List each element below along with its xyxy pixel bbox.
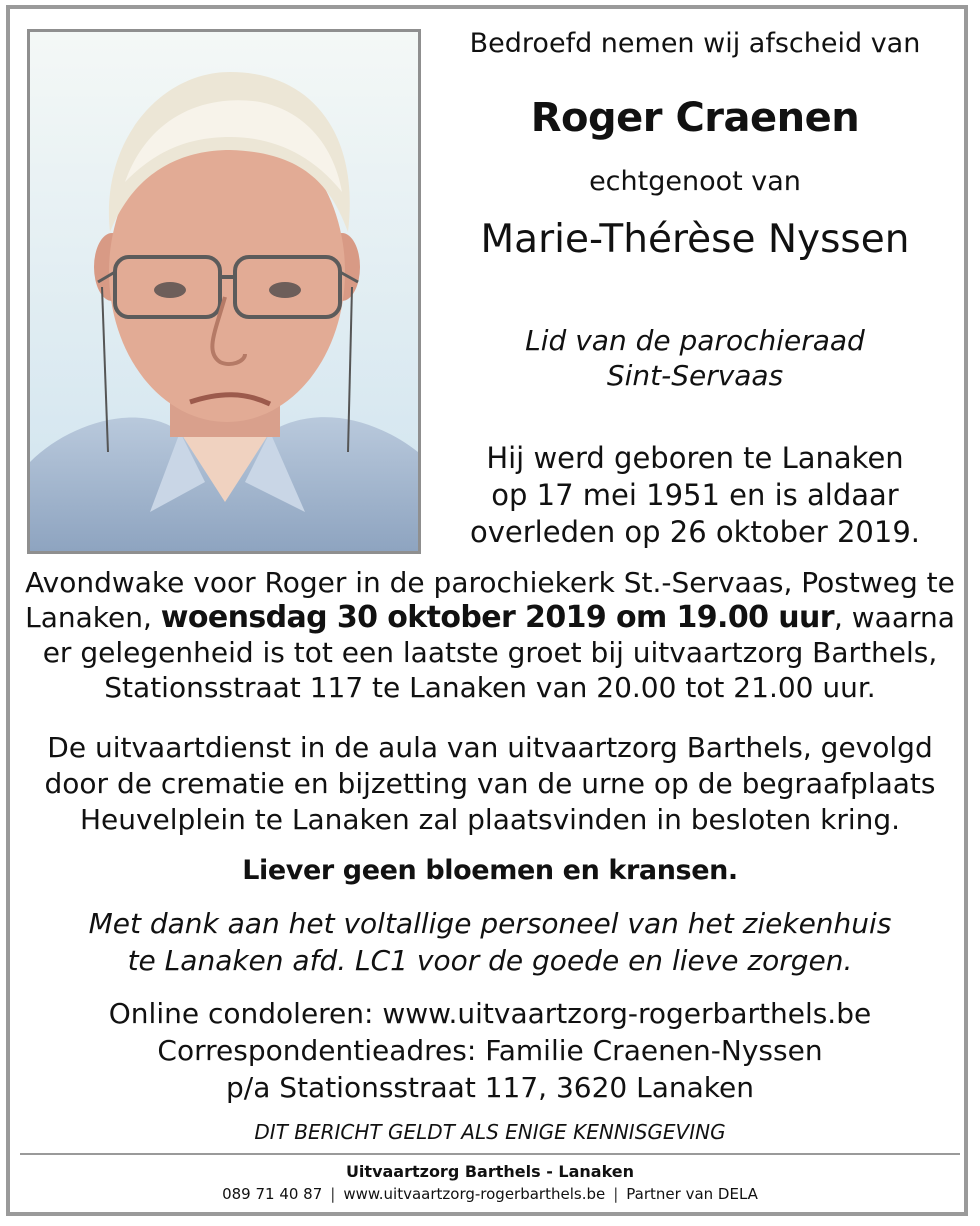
online-condolence: Online condoleren: www.uitvaartzorg-rogerbarthels.be — [108, 997, 872, 1030]
spouse-label: echtgenoot van — [589, 166, 801, 197]
birth-death-text — [430, 440, 960, 551]
only-notice-text: DIT BERICHT GELDT ALS ENIGE KENNISGEVING — [254, 1120, 726, 1144]
role-text — [430, 323, 960, 393]
intro-text: Bedroefd nemen wij afscheid van — [469, 28, 921, 59]
contact-paragraph — [20, 995, 960, 1106]
service-line-3: Heuvelplein te Lanaken zal plaatsvinden in besloten kring. — [79, 803, 901, 836]
correspondence-address: Correspondentieadres: Familie Craenen-Nyssen — [157, 1034, 823, 1067]
postal-address: p/a Stationsstraat 117, 3620 Lanaken — [226, 1071, 754, 1104]
thanks-line-2: te Lanaken afd. LC1 voor de goede en lieve zorgen. — [127, 944, 853, 977]
service-line-2: door de crematie en bijzetting van de urne op de begraafplaats — [44, 767, 936, 800]
thanks-paragraph — [20, 905, 960, 979]
flowers-text: Liever geen bloemen en kransen. — [242, 855, 738, 886]
wake-text-2: , waarna er gelegenheid is tot een laatste groet bij uitvaartzorg Barthels, Stationsstraat 117 te Lanaken van 20.00 tot 21.00 uur. — [42, 601, 955, 704]
thanks-line-1: Met dank aan het voltallige personeel van het ziekenhuis — [88, 907, 892, 940]
deceased-name: Roger Craenen — [530, 95, 860, 141]
wake-text-1: Avondwake voor Roger in de parochiekerk St.-Servaas, Postweg te Lanaken, — [25, 566, 955, 634]
footer-partner: Partner van DELA — [626, 1185, 758, 1203]
wake-paragraph — [20, 565, 960, 705]
spouse-name: Marie-Thérèse Nyssen — [480, 217, 910, 262]
born-line-3: overleden op 26 oktober 2019. — [470, 515, 920, 549]
wake-date: woensdag 30 oktober 2019 om 19.00 uur — [160, 600, 834, 635]
service-line-1: De uitvaartdienst in de aula van uitvaartzorg Barthels, gevolgd — [47, 731, 933, 764]
footer-separator: | — [613, 1185, 619, 1203]
footer-info — [0, 1185, 980, 1203]
footer-separator: | — [330, 1185, 336, 1203]
born-line-2: op 17 mei 1951 en is aldaar — [491, 478, 899, 512]
footer-divider — [20, 1153, 960, 1155]
born-line-1: Hij werd geboren te Lanaken — [486, 441, 904, 475]
footer-phone: 089 71 40 87 — [222, 1185, 323, 1203]
role-line-1: Lid van de parochieraad — [525, 324, 865, 357]
role-line-2: Sint-Servaas — [606, 359, 784, 392]
footer-website: www.uitvaartzorg-rogerbarthels.be — [343, 1185, 606, 1203]
footer-title: Uitvaartzorg Barthels - Lanaken — [345, 1162, 635, 1181]
portrait-photo — [27, 29, 421, 554]
service-paragraph — [20, 730, 960, 838]
